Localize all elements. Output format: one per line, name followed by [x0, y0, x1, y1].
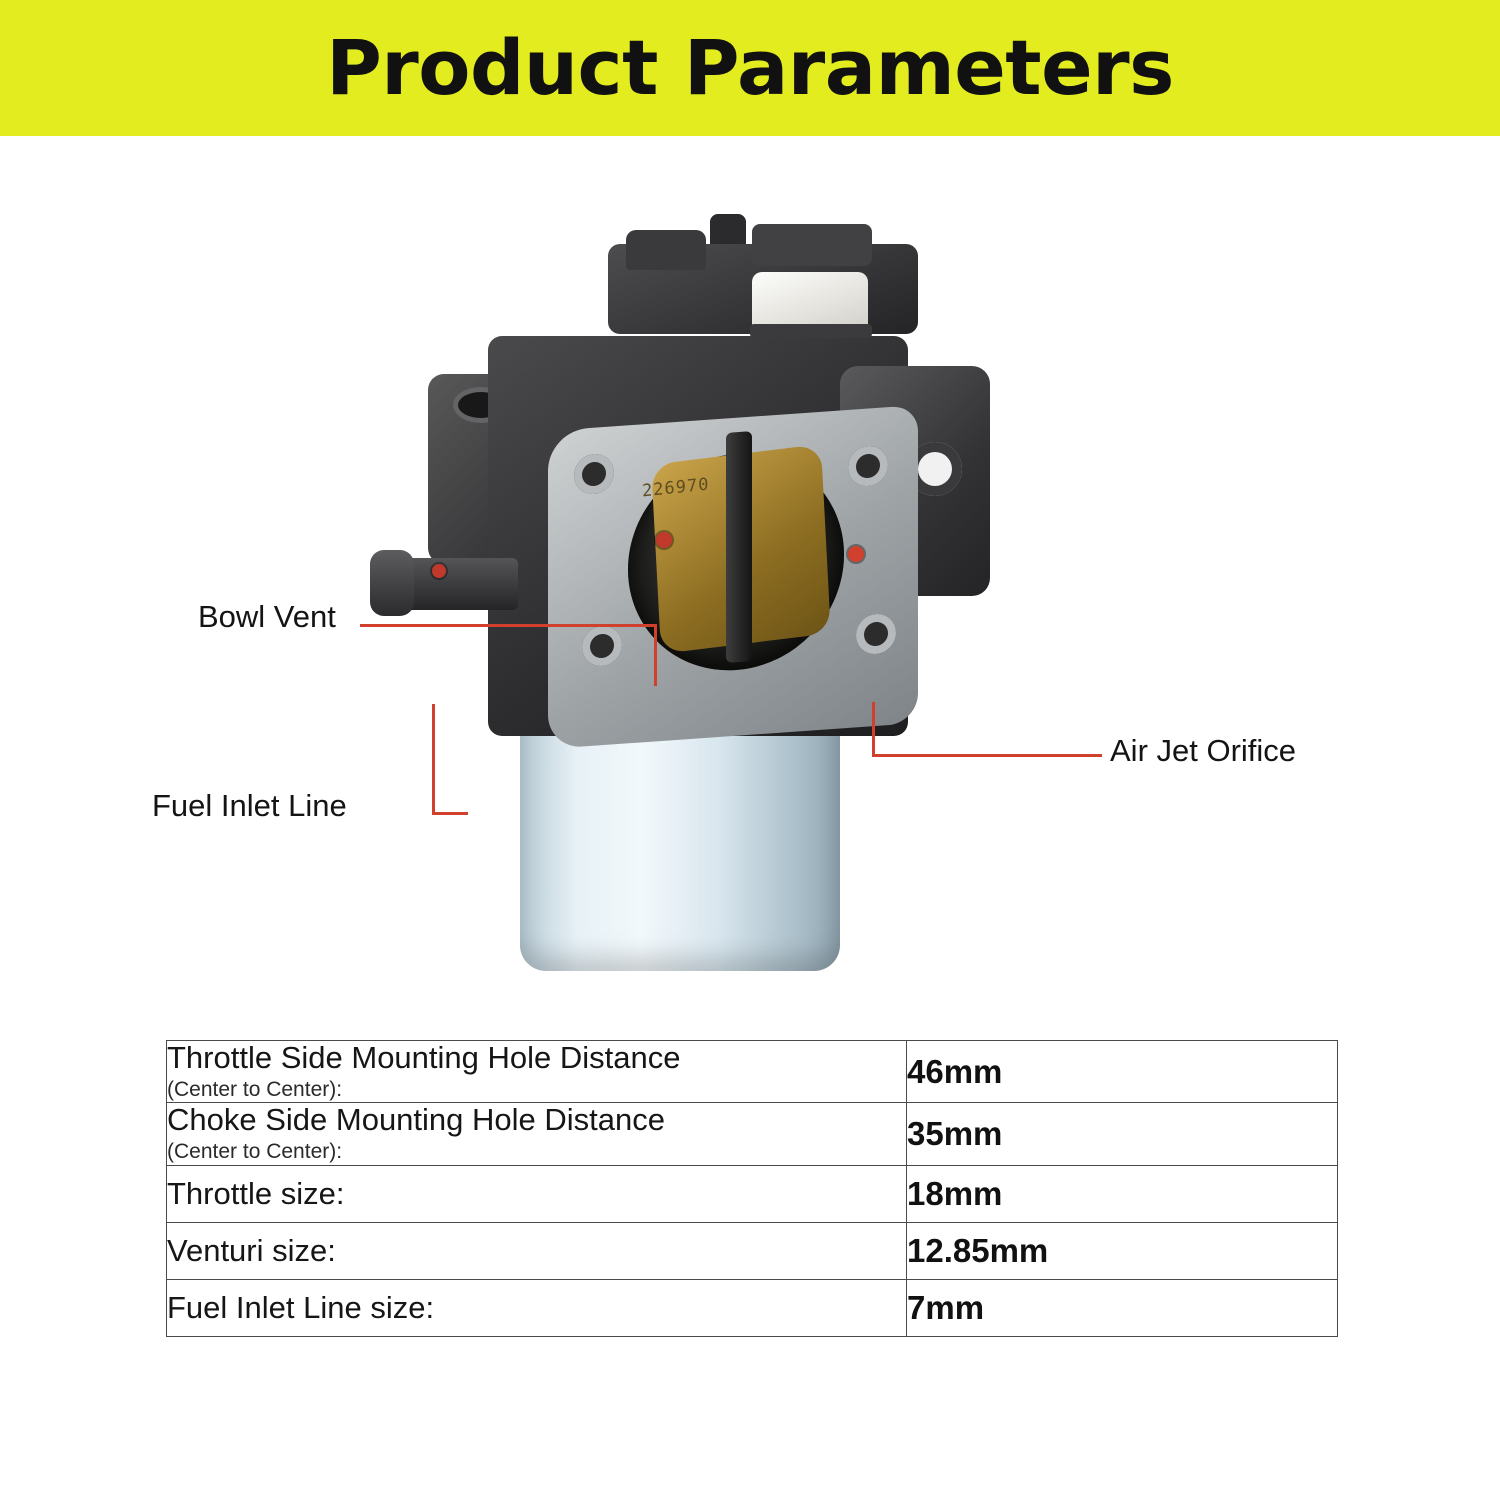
spec-value: 35mm [907, 1103, 1338, 1165]
foam-seal-band [750, 324, 872, 338]
spec-value: 7mm [907, 1279, 1338, 1336]
header-banner [0, 0, 1500, 136]
throttle-shaft [726, 431, 752, 663]
callout-label-air-jet-orifice: Air Jet Orifice [1110, 733, 1297, 768]
spec-value: 46mm [907, 1041, 1338, 1103]
fuel-inlet-marker-dot [432, 564, 446, 578]
specifications-table [166, 1040, 1338, 1337]
linkage-tab-left [626, 230, 706, 270]
table-row [167, 1041, 1338, 1103]
spec-name: Throttle Side Mounting Hole Distance [167, 1040, 681, 1075]
linkage-post [710, 214, 746, 244]
fuel-inlet-leader-line [432, 704, 435, 814]
spec-name-cell [167, 1165, 907, 1222]
air-jet-leader-line [872, 702, 875, 756]
spec-name: Fuel Inlet Line size: [167, 1289, 435, 1325]
spec-name: Choke Side Mounting Hole Distance [167, 1102, 665, 1138]
spec-name-cell [167, 1103, 907, 1165]
product-image-area [0, 136, 1500, 1031]
spec-name-sub: (Center to Center): [167, 1078, 343, 1102]
fuel-inlet-nipple-tip [370, 550, 414, 616]
spec-name: Venturi size: [167, 1232, 336, 1268]
bowl-vent-leader-line [654, 624, 657, 686]
bowl-vent-marker-dot [656, 532, 672, 548]
part-number-stamp: 226970 [641, 474, 710, 502]
linkage-tab-right [752, 224, 872, 266]
spec-name: Throttle size: [167, 1175, 345, 1211]
callout-label-bowl-vent: Bowl Vent [198, 599, 336, 634]
spec-name-sub: (Center to Center): [167, 1140, 343, 1164]
spec-value: 12.85mm [907, 1222, 1338, 1279]
carburetor-illustration [370, 206, 1050, 996]
page-title: Product Parameters [326, 23, 1174, 112]
table-row [167, 1103, 1338, 1165]
fuel-inlet-leader-line [432, 812, 468, 815]
bowl-vent-leader-line [360, 624, 656, 627]
spec-name-cell [167, 1222, 907, 1279]
spec-name-cell [167, 1279, 907, 1336]
fuel-bowl [520, 711, 840, 971]
air-jet-orifice-marker-dot [848, 546, 864, 562]
table-row [167, 1222, 1338, 1279]
spec-name-cell [167, 1041, 907, 1103]
spec-value: 18mm [907, 1165, 1338, 1222]
table-row [167, 1165, 1338, 1222]
air-jet-leader-line [872, 754, 1102, 757]
table-row [167, 1279, 1338, 1336]
callout-label-fuel-inlet-line: Fuel Inlet Line [152, 788, 347, 823]
